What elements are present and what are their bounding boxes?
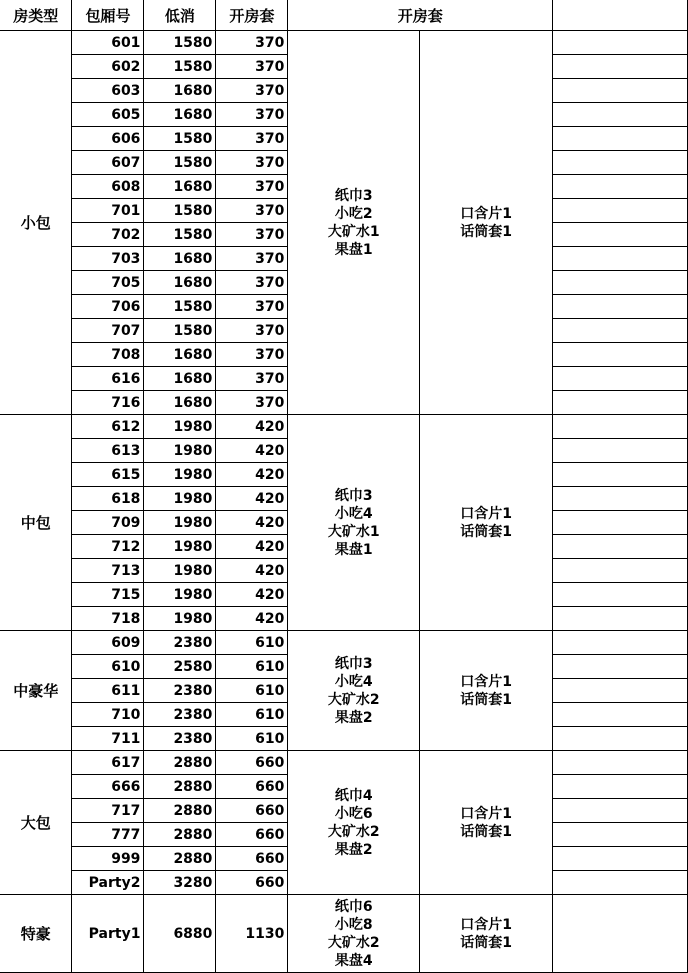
package-price-cell: 370 bbox=[216, 55, 288, 79]
header-package-contents: 开房套 bbox=[288, 0, 553, 31]
min-spend-cell: 1980 bbox=[144, 583, 216, 607]
room-number-cell: 610 bbox=[72, 655, 144, 679]
blank-cell bbox=[553, 871, 688, 895]
room-number-cell: 607 bbox=[72, 151, 144, 175]
room-number-cell: Party1 bbox=[72, 895, 144, 973]
min-spend-cell: 1680 bbox=[144, 271, 216, 295]
package-price-cell: 370 bbox=[216, 127, 288, 151]
room-number-cell: 602 bbox=[72, 55, 144, 79]
min-spend-cell: 2880 bbox=[144, 751, 216, 775]
min-spend-cell: 6880 bbox=[144, 895, 216, 973]
package-items-cell: 纸巾3 小吃4 大矿水2 果盘2 bbox=[288, 631, 420, 751]
blank-cell bbox=[553, 31, 688, 55]
min-spend-cell: 1580 bbox=[144, 151, 216, 175]
room-number-cell: 613 bbox=[72, 439, 144, 463]
room-number-cell: 712 bbox=[72, 535, 144, 559]
room-number-cell: 703 bbox=[72, 247, 144, 271]
room-number-cell: 717 bbox=[72, 799, 144, 823]
package-price-cell: 370 bbox=[216, 391, 288, 415]
package-extras-cell: 口含片1 话筒套1 bbox=[420, 31, 553, 415]
blank-cell bbox=[553, 343, 688, 367]
blank-cell bbox=[553, 463, 688, 487]
min-spend-cell: 1980 bbox=[144, 415, 216, 439]
blank-cell bbox=[553, 247, 688, 271]
blank-cell bbox=[553, 79, 688, 103]
header-blank bbox=[553, 0, 688, 31]
room-number-cell: 705 bbox=[72, 271, 144, 295]
room-type-cell: 小包 bbox=[0, 31, 72, 415]
min-spend-cell: 1580 bbox=[144, 295, 216, 319]
blank-cell bbox=[553, 847, 688, 871]
min-spend-cell: 1680 bbox=[144, 79, 216, 103]
header-room-number: 包厢号 bbox=[72, 0, 144, 31]
package-price-cell: 660 bbox=[216, 871, 288, 895]
room-number-cell: 616 bbox=[72, 367, 144, 391]
package-price-cell: 420 bbox=[216, 463, 288, 487]
min-spend-cell: 1580 bbox=[144, 223, 216, 247]
package-extras-cell: 口含片1 话筒套1 bbox=[420, 415, 553, 631]
blank-cell bbox=[553, 103, 688, 127]
room-number-cell: 710 bbox=[72, 703, 144, 727]
blank-cell bbox=[553, 199, 688, 223]
package-price-cell: 370 bbox=[216, 247, 288, 271]
min-spend-cell: 1580 bbox=[144, 319, 216, 343]
package-price-cell: 370 bbox=[216, 367, 288, 391]
table-row bbox=[0, 631, 688, 655]
table-row bbox=[0, 31, 688, 55]
package-price-cell: 370 bbox=[216, 103, 288, 127]
min-spend-cell: 3280 bbox=[144, 871, 216, 895]
min-spend-cell: 1680 bbox=[144, 247, 216, 271]
min-spend-cell: 1980 bbox=[144, 439, 216, 463]
min-spend-cell: 2880 bbox=[144, 799, 216, 823]
package-price-cell: 420 bbox=[216, 607, 288, 631]
room-number-cell: 711 bbox=[72, 727, 144, 751]
room-number-cell: 999 bbox=[72, 847, 144, 871]
room-number-cell: 707 bbox=[72, 319, 144, 343]
blank-cell bbox=[553, 367, 688, 391]
blank-cell bbox=[553, 55, 688, 79]
room-number-cell: 605 bbox=[72, 103, 144, 127]
room-type-cell: 大包 bbox=[0, 751, 72, 895]
min-spend-cell: 1680 bbox=[144, 367, 216, 391]
package-price-cell: 660 bbox=[216, 823, 288, 847]
table-row bbox=[0, 751, 688, 775]
min-spend-cell: 1680 bbox=[144, 103, 216, 127]
table-row bbox=[0, 895, 688, 973]
room-number-cell: 716 bbox=[72, 391, 144, 415]
min-spend-cell: 1580 bbox=[144, 31, 216, 55]
room-number-cell: 718 bbox=[72, 607, 144, 631]
min-spend-cell: 2380 bbox=[144, 727, 216, 751]
package-extras-cell: 口含片1 话筒套1 bbox=[420, 895, 553, 973]
min-spend-cell: 2380 bbox=[144, 679, 216, 703]
package-price-cell: 660 bbox=[216, 799, 288, 823]
min-spend-cell: 1580 bbox=[144, 199, 216, 223]
room-number-cell: 709 bbox=[72, 511, 144, 535]
min-spend-cell: 1680 bbox=[144, 343, 216, 367]
room-number-cell: 612 bbox=[72, 415, 144, 439]
min-spend-cell: 1980 bbox=[144, 463, 216, 487]
package-price-cell: 370 bbox=[216, 295, 288, 319]
room-number-cell: 706 bbox=[72, 295, 144, 319]
package-items-cell: 纸巾3 小吃2 大矿水1 果盘1 bbox=[288, 31, 420, 415]
room-number-cell: 617 bbox=[72, 751, 144, 775]
package-price-cell: 660 bbox=[216, 847, 288, 871]
room-type-cell: 中豪华 bbox=[0, 631, 72, 751]
blank-cell bbox=[553, 727, 688, 751]
blank-cell bbox=[553, 895, 688, 973]
min-spend-cell: 1580 bbox=[144, 127, 216, 151]
room-number-cell: 708 bbox=[72, 343, 144, 367]
package-price-cell: 420 bbox=[216, 559, 288, 583]
min-spend-cell: 2380 bbox=[144, 631, 216, 655]
blank-cell bbox=[553, 127, 688, 151]
package-price-cell: 370 bbox=[216, 79, 288, 103]
package-price-cell: 660 bbox=[216, 775, 288, 799]
blank-cell bbox=[553, 775, 688, 799]
package-price-cell: 610 bbox=[216, 679, 288, 703]
blank-cell bbox=[553, 487, 688, 511]
package-price-cell: 370 bbox=[216, 319, 288, 343]
package-price-cell: 420 bbox=[216, 511, 288, 535]
room-number-cell: 701 bbox=[72, 199, 144, 223]
min-spend-cell: 2880 bbox=[144, 775, 216, 799]
header-package-price: 开房套 bbox=[216, 0, 288, 31]
package-price-cell: 660 bbox=[216, 751, 288, 775]
blank-cell bbox=[553, 511, 688, 535]
min-spend-cell: 2380 bbox=[144, 703, 216, 727]
room-number-cell: 603 bbox=[72, 79, 144, 103]
header-row bbox=[0, 0, 688, 31]
package-price-cell: 370 bbox=[216, 199, 288, 223]
min-spend-cell: 1980 bbox=[144, 511, 216, 535]
package-extras-cell: 口含片1 话筒套1 bbox=[420, 751, 553, 895]
table-body bbox=[0, 31, 688, 973]
blank-cell bbox=[553, 223, 688, 247]
blank-cell bbox=[553, 751, 688, 775]
package-price-cell: 370 bbox=[216, 175, 288, 199]
blank-cell bbox=[553, 535, 688, 559]
blank-cell bbox=[553, 583, 688, 607]
blank-cell bbox=[553, 823, 688, 847]
blank-cell bbox=[553, 295, 688, 319]
package-price-cell: 610 bbox=[216, 703, 288, 727]
min-spend-cell: 1980 bbox=[144, 535, 216, 559]
package-price-cell: 420 bbox=[216, 439, 288, 463]
package-price-cell: 370 bbox=[216, 223, 288, 247]
min-spend-cell: 1980 bbox=[144, 607, 216, 631]
package-price-cell: 370 bbox=[216, 31, 288, 55]
blank-cell bbox=[553, 415, 688, 439]
package-price-cell: 420 bbox=[216, 487, 288, 511]
package-items-cell: 纸巾3 小吃4 大矿水1 果盘1 bbox=[288, 415, 420, 631]
room-type-cell: 中包 bbox=[0, 415, 72, 631]
blank-cell bbox=[553, 655, 688, 679]
room-number-cell: 777 bbox=[72, 823, 144, 847]
room-number-cell: 713 bbox=[72, 559, 144, 583]
package-items-cell: 纸巾4 小吃6 大矿水2 果盘2 bbox=[288, 751, 420, 895]
blank-cell bbox=[553, 559, 688, 583]
package-price-cell: 610 bbox=[216, 727, 288, 751]
header-min-spend: 低消 bbox=[144, 0, 216, 31]
min-spend-cell: 1680 bbox=[144, 391, 216, 415]
room-number-cell: 615 bbox=[72, 463, 144, 487]
room-number-cell: 608 bbox=[72, 175, 144, 199]
min-spend-cell: 2880 bbox=[144, 847, 216, 871]
blank-cell bbox=[553, 175, 688, 199]
room-number-cell: 666 bbox=[72, 775, 144, 799]
package-items-cell: 纸巾6 小吃8 大矿水2 果盘4 bbox=[288, 895, 420, 973]
room-type-cell: 特豪 bbox=[0, 895, 72, 973]
blank-cell bbox=[553, 439, 688, 463]
blank-cell bbox=[553, 799, 688, 823]
package-price-cell: 420 bbox=[216, 535, 288, 559]
package-price-cell: 420 bbox=[216, 415, 288, 439]
table-row bbox=[0, 415, 688, 439]
package-price-cell: 610 bbox=[216, 631, 288, 655]
room-number-cell: Party2 bbox=[72, 871, 144, 895]
room-number-cell: 609 bbox=[72, 631, 144, 655]
blank-cell bbox=[553, 607, 688, 631]
package-extras-cell: 口含片1 话筒套1 bbox=[420, 631, 553, 751]
min-spend-cell: 1580 bbox=[144, 55, 216, 79]
package-price-cell: 610 bbox=[216, 655, 288, 679]
package-price-cell: 370 bbox=[216, 151, 288, 175]
package-price-cell: 370 bbox=[216, 343, 288, 367]
room-number-cell: 702 bbox=[72, 223, 144, 247]
blank-cell bbox=[553, 703, 688, 727]
header-room-type: 房类型 bbox=[0, 0, 72, 31]
blank-cell bbox=[553, 151, 688, 175]
room-number-cell: 715 bbox=[72, 583, 144, 607]
room-number-cell: 611 bbox=[72, 679, 144, 703]
blank-cell bbox=[553, 319, 688, 343]
min-spend-cell: 1680 bbox=[144, 175, 216, 199]
package-price-cell: 420 bbox=[216, 583, 288, 607]
blank-cell bbox=[553, 271, 688, 295]
blank-cell bbox=[553, 679, 688, 703]
room-number-cell: 606 bbox=[72, 127, 144, 151]
blank-cell bbox=[553, 391, 688, 415]
package-price-cell: 1130 bbox=[216, 895, 288, 973]
min-spend-cell: 2580 bbox=[144, 655, 216, 679]
room-number-cell: 601 bbox=[72, 31, 144, 55]
package-price-cell: 370 bbox=[216, 271, 288, 295]
blank-cell bbox=[553, 631, 688, 655]
min-spend-cell: 1980 bbox=[144, 487, 216, 511]
room-number-cell: 618 bbox=[72, 487, 144, 511]
min-spend-cell: 2880 bbox=[144, 823, 216, 847]
min-spend-cell: 1980 bbox=[144, 559, 216, 583]
